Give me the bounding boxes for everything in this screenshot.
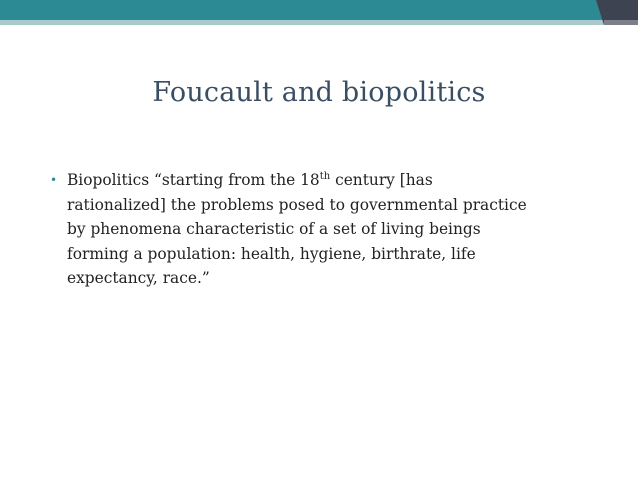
banner-dark-wedge [596, 0, 604, 25]
top-banner [0, 0, 638, 25]
bullet-item [47, 168, 607, 291]
banner-dark-fold [604, 20, 638, 25]
bullet-line-4: forming a population: health, hygiene, birthrate, life [67, 244, 476, 263]
bullet-marker: • [50, 173, 58, 187]
superscript-th: th [319, 171, 331, 182]
bullet-line-3: by phenomena characteristic of a set of living beings [67, 220, 481, 238]
bullet-line-5: expectancy, race.” [67, 269, 210, 287]
bullet-line-2: rationalized] the problems posed to governmental practice [67, 195, 527, 214]
slide-body [47, 168, 607, 291]
bullet-line-1-text-b: century [has [330, 171, 433, 189]
bullet-line-1-text-a: Biopolitics “starting from the 18 [67, 171, 320, 189]
bullet-line-1 [67, 168, 607, 193]
slide-title: Foucault and biopolitics [152, 77, 486, 108]
banner-light-band [0, 20, 604, 25]
banner-teal-band [0, 0, 604, 20]
